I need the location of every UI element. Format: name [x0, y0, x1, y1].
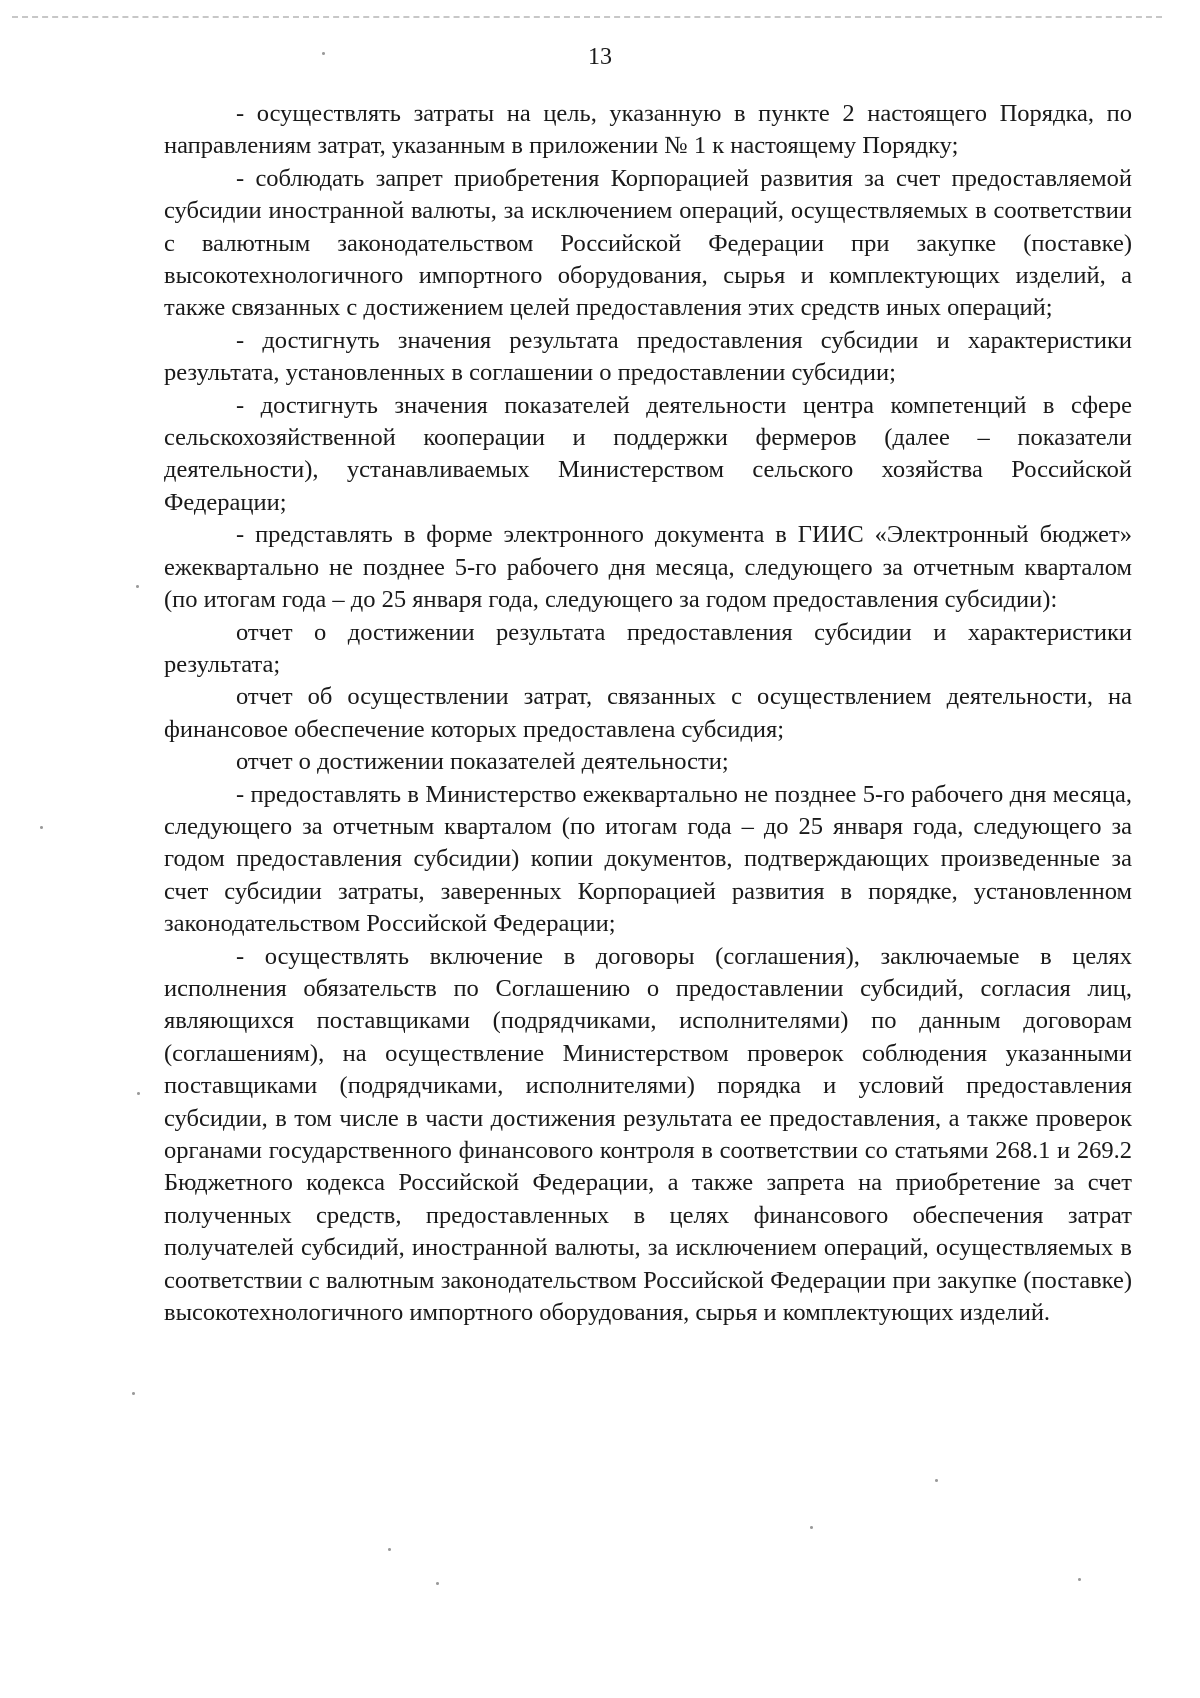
scan-speck — [810, 1526, 813, 1529]
scan-edge-line — [12, 16, 1162, 18]
scan-speck — [132, 1392, 135, 1395]
paragraph-report-indicators: отчет о достижении показателей деятельности; — [236, 748, 729, 776]
paragraph-contract-clauses: - осуществлять включение в договоры (соглашения), заключаемые в целях исполнения обязательств по Соглашению о предоставлении субсидий, согласия лиц, являющихся поставщиками (подрядчиками, исполнителями) по данным договорам (соглашениям), на осуществление Министерством проверок соблюдения указанными поставщиками (подрядчиками, исполнителями) порядка и условий предоставления субсидии, в том числе в части достижения результата ее предоставления, а также проверок органами государственного финансового контроля в соответствии со статьями 268.1 и 269.2 Бюджетного кодекса Российской Федерации, а также запрета на приобретение за счет полученных средств, предоставленных в целях финансового обеспечения затрат получателей субсидий, иностранной валюты, за исключением операций, осуществляемых в соответствии с валютным законодательством Российской Федерации при закупке (поставке) высокотехнологичного импортного оборудования, сырья и комплектующих изделий. — [164, 942, 1132, 1327]
paragraph-document-copies: - предоставлять в Министерство ежеквартально не позднее 5-го рабочего дня месяца, следующего за отчетным кварталом (по итогам года – до 25 января года, следующего за годом предоставления субсидии) копии документов, подтверждающих произведенные за счет субсидии затраты, заверенных Корпорацией развития в порядке, установленном законодательством Российской Федерации; — [164, 780, 1132, 938]
scan-speck — [935, 1479, 938, 1482]
paragraph-report-result: отчет о достижении результата предоставления субсидии и характеристики результата; — [164, 618, 1132, 678]
scan-speck — [137, 1092, 140, 1095]
scan-speck — [388, 1548, 391, 1551]
document-body — [164, 98, 1132, 1329]
scan-speck — [40, 826, 43, 829]
paragraph-electronic-reports: - представлять в форме электронного документа в ГИИС «Электронный бюджет» ежеквартально не позднее 5-го рабочего дня месяца, следующего за отчетным кварталом (по итогам года – до 25 января года, следующего за годом предоставления субсидии): — [164, 521, 1132, 614]
paragraph-result-values: - достигнуть значения результата предоставления субсидии и характеристики результата, установленных в соглашении о предоставлении субсидии; — [164, 326, 1132, 387]
scan-speck — [322, 52, 325, 55]
scan-speck — [136, 585, 139, 588]
scan-speck — [1078, 1578, 1081, 1581]
page-number: 13 — [588, 44, 612, 70]
paragraph-costs-purpose: - осуществлять затраты на цель, указанную в пункте 2 настоящего Порядка, по направлениям затрат, указанным в приложении № 1 к настоящему Порядку; — [164, 100, 1132, 160]
scan-speck — [436, 1582, 439, 1585]
paragraph-currency-ban: - соблюдать запрет приобретения Корпорацией развития за счет предоставляемой субсидии иностранной валюты, за исключением операций, осуществляемых в соответствии с валютным законодательством Российской Федерации при закупке (поставке) высокотехнологичного импортного оборудования, сырья и комплектующих изделий, а также связанных с достижением целей предоставления этих средств иных операций; — [164, 164, 1132, 322]
paragraph-report-costs: отчет об осуществлении затрат, связанных с осуществлением деятельности, на финансовое обеспечение которых предоставлена субсидия; — [164, 683, 1132, 743]
paragraph-activity-indicators: - достигнуть значения показателей деятельности центра компетенций в сфере сельскохозяйственной кооперации и поддержки фермеров (далее – показатели деятельности), устанавливаемых Министерством сельского хозяйства Российской Федерации; — [164, 391, 1132, 516]
